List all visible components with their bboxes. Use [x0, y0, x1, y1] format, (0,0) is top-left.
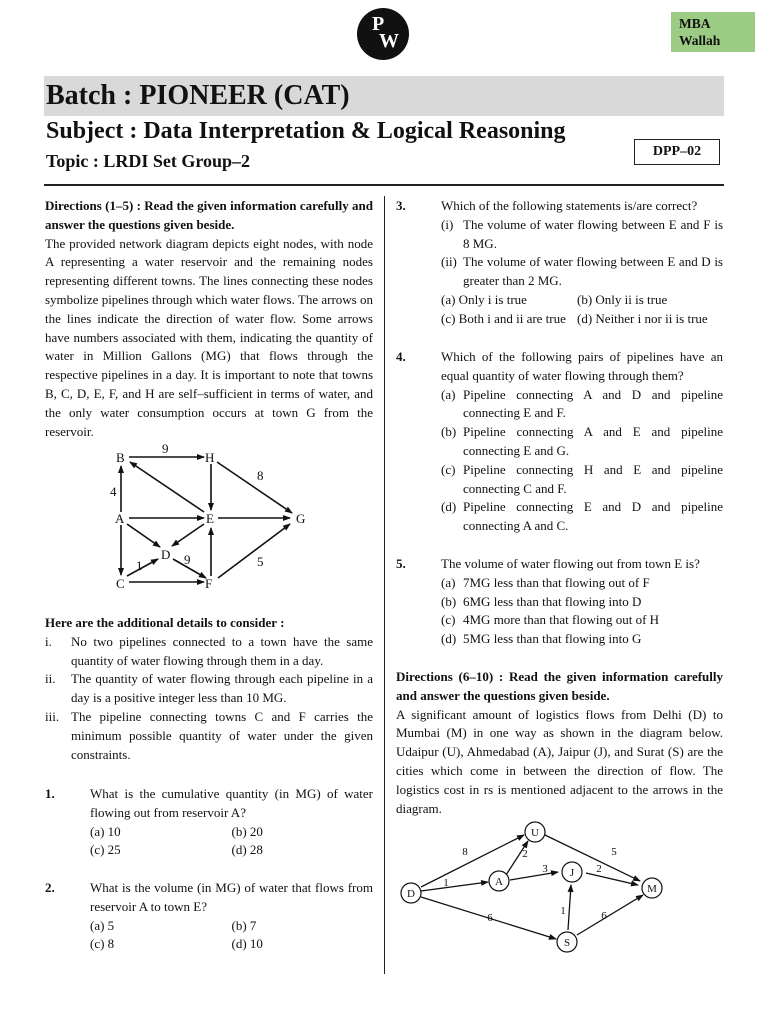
label-a-j: 3	[542, 863, 548, 875]
option-text: Pipeline connecting A and D and pipeline connecting E and F.	[463, 386, 723, 421]
edge-s-m	[577, 895, 643, 935]
option-text: 4MG more than that flowing out of H	[463, 612, 660, 628]
node-e: E	[206, 511, 214, 526]
question-5	[396, 555, 723, 649]
option	[441, 423, 723, 461]
node-h: H	[205, 450, 215, 465]
edge-c-d	[127, 559, 158, 576]
option-text: 7MG less than that flowing out of F	[463, 574, 650, 590]
directions-body: The provided network diagram depicts eight nodes, with node A representing a water reservoir and the remaining nodes representing different towns. The lines connecting these nodes symbolize pipelines through which water flows. The arrows on the lines indicate the direction of water flow. Some arrows have numbers associated with them, indicating the quantity of water in Million Gallons (MG) that flows through the respective pipelines in a day. It is important to note that towns B, C, D, E, F, and H are self–sufficient in terms of water, and the only water consumption occurs at town G from the reservoir.	[45, 235, 373, 439]
option: (b) 7	[231, 917, 257, 933]
dpp-box: DPP–02	[634, 139, 720, 165]
option	[441, 461, 723, 499]
label-d-u: 8	[462, 846, 468, 858]
question-2	[45, 879, 373, 954]
option	[441, 574, 723, 593]
edge-h-g	[217, 462, 292, 513]
question-number: 2.	[45, 880, 55, 895]
option: (d) Neither i nor ii is true	[577, 310, 708, 326]
question-1	[45, 785, 373, 860]
detail-num: iii.	[45, 708, 60, 724]
node-a: A	[495, 876, 503, 888]
label-f-g: 5	[257, 554, 264, 569]
node-b: B	[116, 450, 125, 465]
label-s-m: 6	[601, 910, 607, 922]
question-number: 4.	[396, 349, 406, 364]
question-number: 3.	[396, 198, 406, 213]
additional-details	[45, 614, 373, 764]
option: (b) 20	[231, 823, 263, 839]
label-b-h: 9	[162, 441, 169, 456]
badge-line1: MBA	[679, 16, 711, 31]
options	[90, 917, 373, 955]
label-u-m: 5	[611, 846, 617, 858]
option: (b) Only ii is true	[577, 291, 668, 307]
question-text: The volume of water flowing out from town E is?	[441, 556, 700, 571]
options	[90, 823, 373, 861]
node-s: S	[563, 937, 571, 949]
option-text: Pipeline connecting H and E and pipeline connecting C and F.	[463, 461, 723, 496]
option-num: (b)	[441, 424, 457, 440]
option-text: Pipeline connecting E and D and pipeline connecting A and C.	[463, 499, 723, 534]
question-4	[396, 348, 723, 536]
label-a-u: 2	[522, 848, 528, 860]
option: (d) 10	[231, 936, 263, 952]
node-c: C	[116, 576, 125, 591]
label-s-j: 1	[560, 905, 566, 917]
option	[441, 498, 723, 536]
question-text: Which of the following pairs of pipelines have an equal quantity of water flowing through them?	[441, 349, 723, 383]
edge-f-g	[218, 524, 290, 578]
option-num: (d)	[441, 631, 457, 647]
edge-d-a	[421, 882, 488, 891]
option: (a) 5	[90, 917, 115, 933]
label-d-s: 6	[487, 912, 493, 924]
option	[441, 611, 723, 630]
option: (c) 25	[90, 842, 121, 858]
pw-logo	[357, 8, 409, 60]
option-num: (a)	[441, 386, 456, 402]
subject-title: Subject : Data Interpretation & Logical Reasoning	[46, 118, 566, 144]
label-d-a: 1	[443, 877, 449, 889]
edge-j-m	[586, 873, 638, 885]
statement-text: The volume of water flowing between E and F is 8 MG.	[463, 216, 723, 251]
node-j: J	[569, 867, 575, 879]
node-u: U	[531, 827, 539, 839]
label-j-m: 2	[596, 863, 602, 875]
question-text: What is the cumulative quantity (in MG) of water flowing out from reservoir A?	[90, 786, 373, 820]
option-num: (a)	[441, 574, 456, 590]
node-f: F	[205, 576, 213, 591]
detail-item	[45, 708, 373, 764]
water-network-diagram	[100, 440, 330, 600]
statement	[441, 216, 723, 254]
detail-text: The quantity of water flowing through each pipeline in a day is a positive integer less than 10 MG.	[71, 671, 373, 706]
directions-head: Directions (1–5) : Read the given information carefully and answer the questions given beside.	[45, 198, 373, 232]
edge-a-d	[127, 524, 160, 547]
option-text: 6MG less than that flowing into D	[463, 593, 642, 609]
option: (d) 28	[231, 842, 263, 858]
edge-e-d	[172, 524, 204, 546]
question-number: 5.	[396, 556, 406, 571]
question-text: Which of the following statements is/are correct?	[441, 198, 698, 213]
edge-a-j	[510, 872, 558, 880]
option: (a) 10	[90, 823, 121, 839]
option	[441, 630, 723, 649]
option: (c) Both i and ii are true	[441, 310, 566, 326]
logo-letter-p: P	[372, 13, 385, 35]
detail-item	[45, 670, 373, 708]
statement	[441, 253, 723, 291]
option	[441, 593, 723, 612]
label-a-b: 4	[110, 484, 117, 499]
logistics-diagram	[396, 815, 696, 960]
node-m: M	[647, 883, 657, 895]
question-number: 1.	[45, 786, 55, 801]
option-text: 5MG less than that flowing into G	[463, 631, 642, 647]
option-num: (c)	[441, 461, 456, 477]
batch-title: Batch : PIONEER (CAT)	[46, 80, 350, 111]
detail-text: No two pipelines connected to a town have the same quantity of water flowing through them in a day.	[71, 633, 373, 668]
label-d-f: 9	[184, 552, 191, 567]
option-num: (c)	[441, 612, 456, 628]
label-c-d: 1	[136, 558, 143, 573]
node-d: D	[161, 547, 171, 562]
node-d: D	[407, 888, 415, 900]
badge-line2: Wallah	[679, 33, 721, 48]
statement-num: (i)	[441, 216, 454, 232]
option: (c) 8	[90, 936, 115, 952]
options	[441, 291, 723, 329]
question-text: What is the volume (in MG) of water that flows from reservoir A to town E?	[90, 880, 373, 914]
option-text: Pipeline connecting A and E and pipeline connecting E and G.	[463, 424, 723, 458]
detail-num: i.	[45, 633, 52, 649]
column-divider	[384, 196, 385, 974]
statement-num: (ii)	[441, 254, 457, 270]
directions2-head: Directions (6–10) : Read the given information carefully and answer the questions given beside.	[396, 669, 723, 703]
option-num: (b)	[441, 593, 457, 609]
edge-s-j	[568, 885, 571, 930]
directions2-body: A significant amount of logistics flows from Delhi (D) to Mumbai (M) in one way as shown in the diagram below. Udaipur (U), Ahmedabad (A), Jaipur (J), and Surat (S) are the cities which come in between the direction of flow. The logistics cost in rs is mentioned adjacent to the arrows in the diagram.	[396, 706, 723, 816]
detail-item	[45, 633, 373, 671]
topic-title: Topic : LRDI Set Group–2	[46, 151, 251, 171]
header-divider	[44, 184, 724, 186]
statement-text: The volume of water flowing between E and D is greater than 2 MG.	[463, 254, 723, 289]
edge-e-b	[130, 462, 204, 512]
label-h-g: 8	[257, 468, 264, 483]
mba-wallah-badge	[671, 12, 755, 52]
node-a: A	[115, 511, 125, 526]
detail-num: ii.	[45, 671, 56, 687]
question-3	[396, 197, 723, 329]
additional-head: Here are the additional details to consider :	[45, 615, 285, 630]
directions-6-10	[396, 668, 723, 818]
directions-1-5	[45, 197, 373, 441]
option-num: (d)	[441, 499, 457, 515]
option: (a) Only i is true	[441, 291, 527, 307]
option	[441, 386, 723, 424]
node-g: G	[296, 511, 306, 526]
detail-text: The pipeline connecting towns C and F carries the minimum possible quantity of water under the given constraints.	[71, 708, 373, 762]
logo-letter-w: W	[379, 30, 399, 52]
